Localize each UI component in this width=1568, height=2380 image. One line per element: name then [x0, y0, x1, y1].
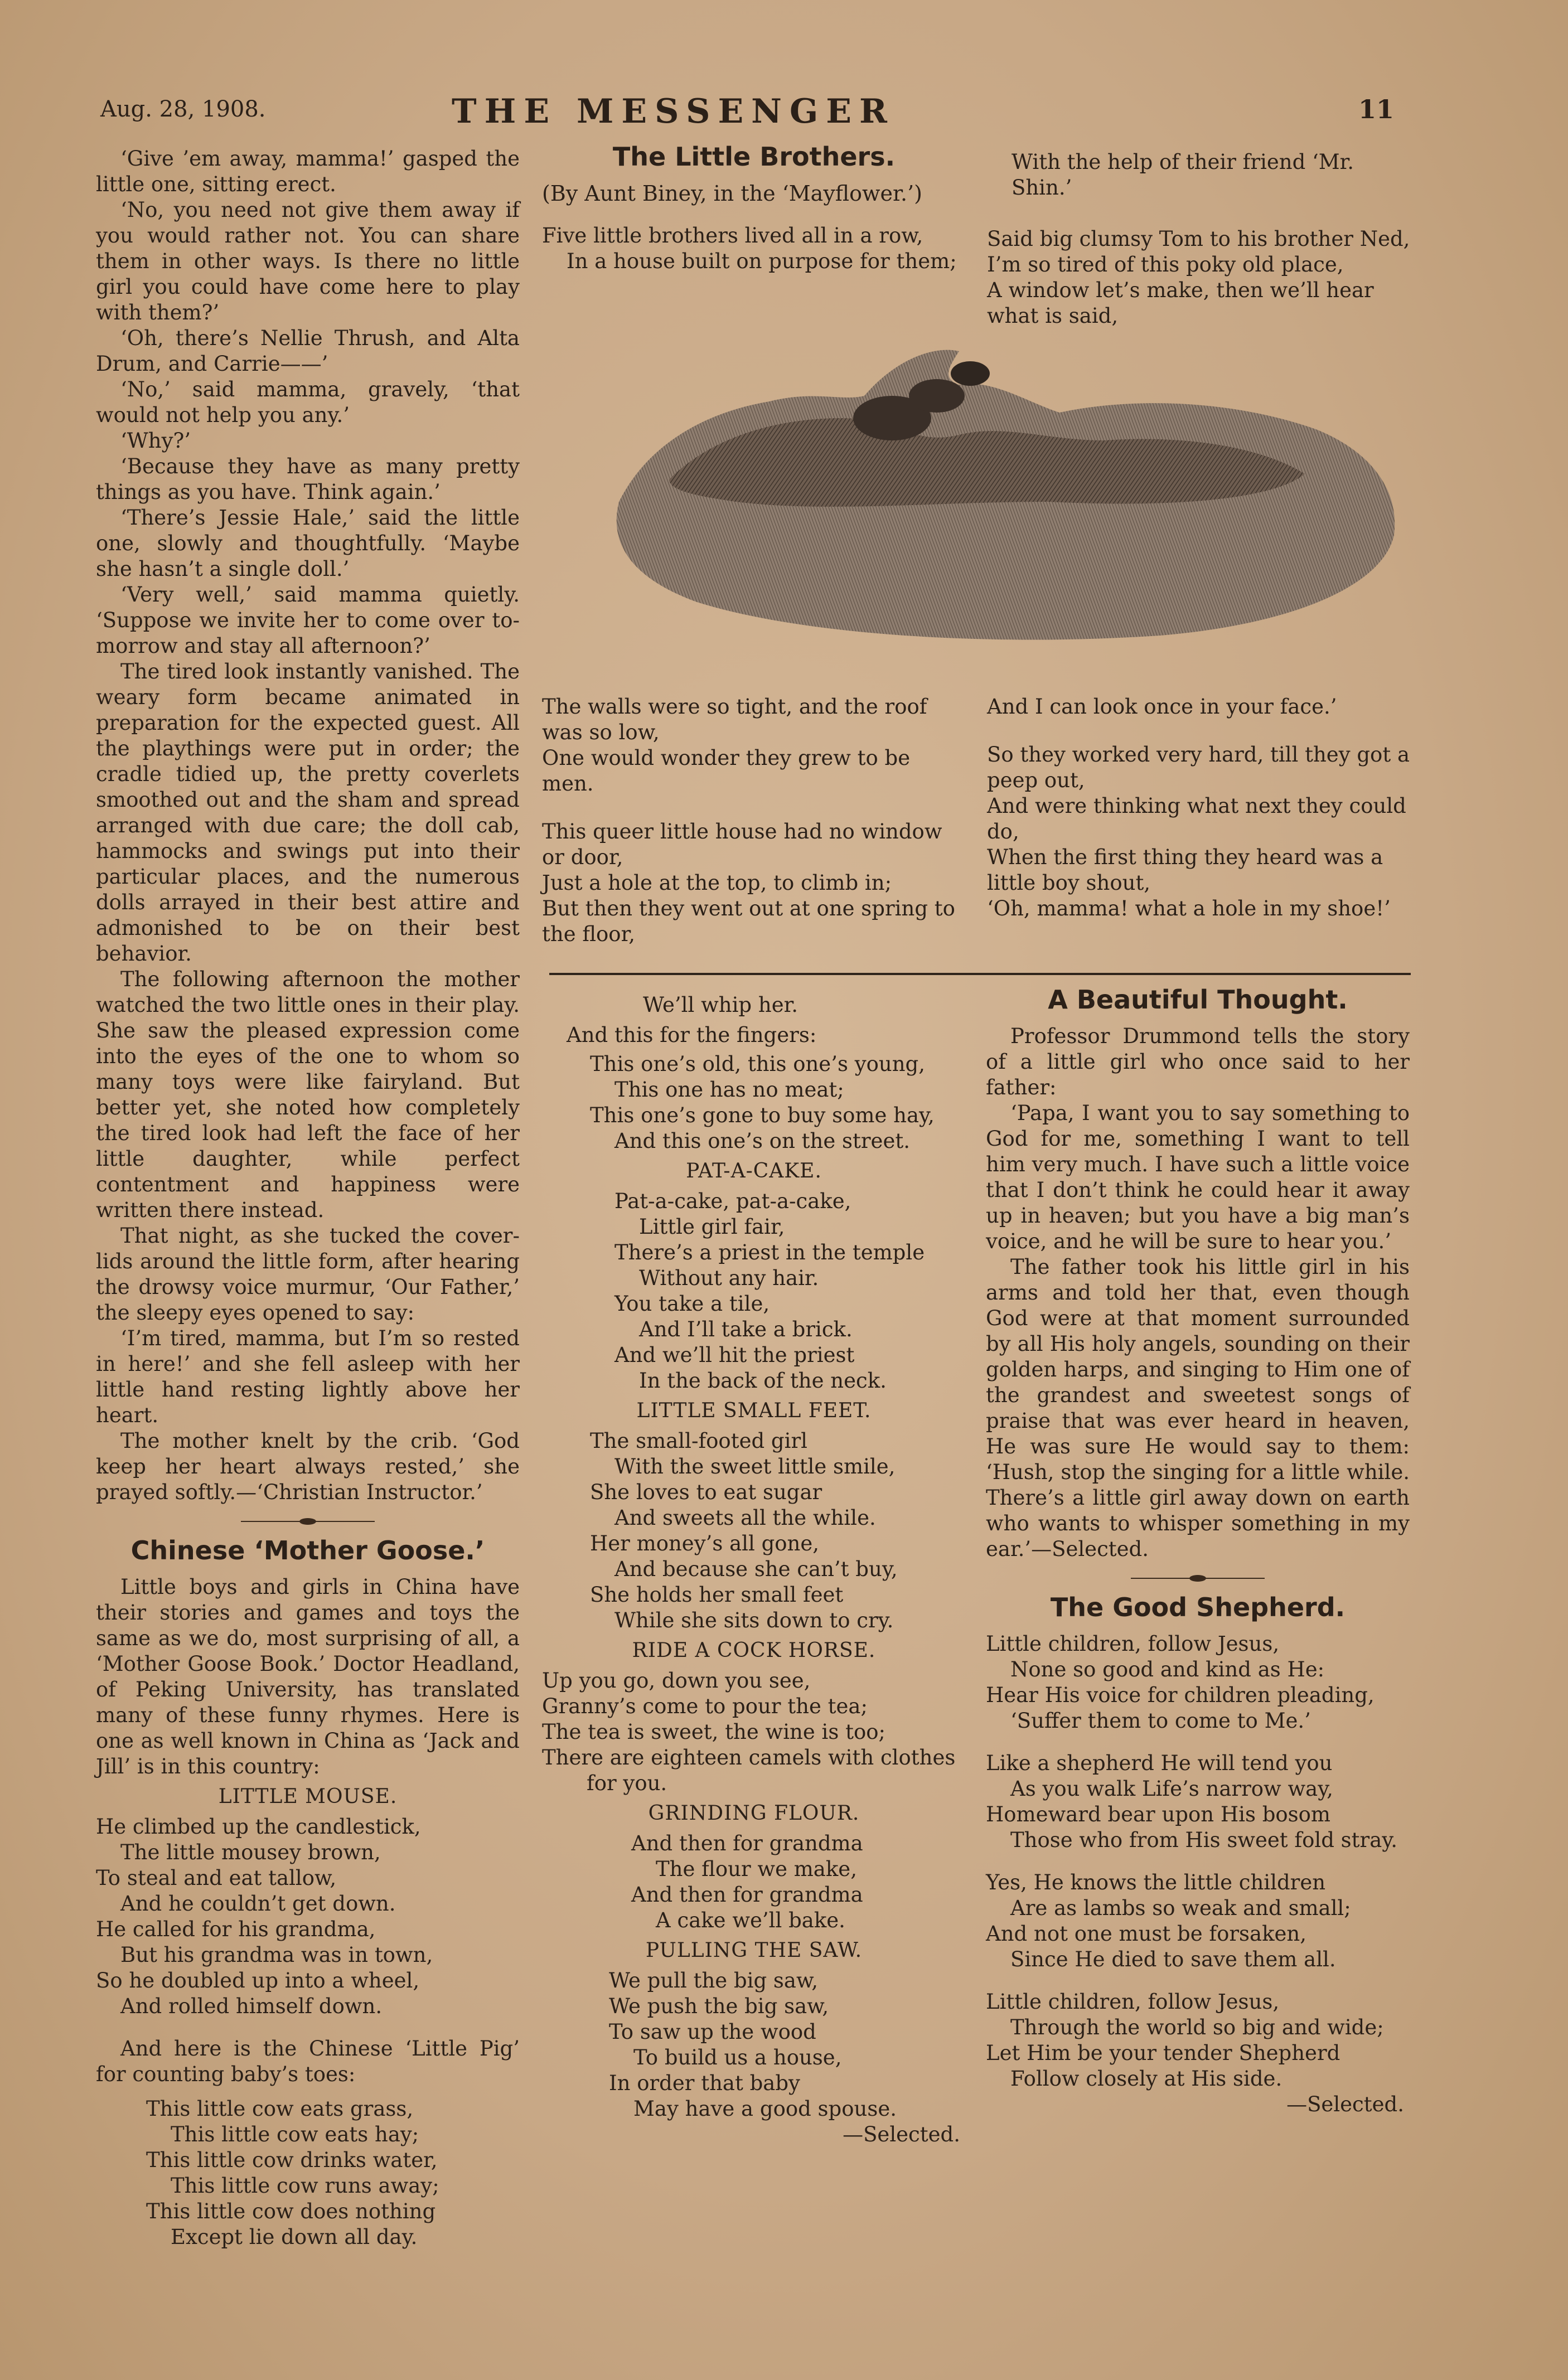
verse-line: Homeward bear upon His bosom: [986, 1802, 1331, 1826]
verse-line: Those who from His sweet fold stray.: [1010, 1828, 1398, 1852]
good-shepherd-title: The Good Shepherd.: [1050, 1592, 1346, 1622]
verse-line: The small-footed girl: [590, 1429, 807, 1453]
story-paragraph: ‘Oh, there’s Nellie Thrush, and Alta Drum, and Carrie——’: [96, 326, 520, 376]
verse-line: A window let’s make, then we’ll hear what is said,: [987, 278, 1374, 328]
verse-line: And because she can’t buy,: [614, 1557, 898, 1581]
verse-line: So they worked very hard, till they got a peep out,: [987, 743, 1410, 792]
small-feet-title: LITTLE SMALL FEET.: [636, 1399, 872, 1422]
verse-line: The flour we make,: [656, 1857, 857, 1881]
verse-line: Pat-a-cake, pat-a-cake,: [614, 1189, 851, 1213]
verse-line: This little cow runs away;: [171, 2174, 439, 2198]
thought-paragraph: ‘Papa, I want you to say something to God for me, something I want to tell him very much. I have such a little voice that I don’t think he could hear it away up in heaven; but you have a big man’s voice, and he will be sure to hear you.’: [986, 1101, 1410, 1253]
story-paragraph: That night, as she tucked the cover-lids around the little form, after hearing the drowsy voice murmur, ‘Our Father,’ the sleepy eyes opened to say:: [96, 1224, 520, 1325]
verse-line: Follow closely at His side.: [1010, 2067, 1283, 2091]
verse-line: Yes, He knows the little children: [986, 1870, 1326, 1894]
verse-line: But his grandma was in town,: [120, 1943, 433, 1967]
verse-line: We pull the big saw,: [609, 1969, 819, 1993]
verse-line: Let Him be your tender Shepherd: [986, 2041, 1340, 2065]
story-paragraph: ‘Give ’em away, mamma!’ gasped the little one, sitting erect.: [96, 147, 520, 196]
small-feet-verse: [542, 1428, 966, 1633]
verse-line: And were thinking what next they could do,: [987, 794, 1406, 844]
stanza-gap: [987, 201, 1411, 226]
shepherd-stanza: [986, 1989, 1410, 2092]
shepherd-stanza: [986, 1751, 1410, 1853]
thought-paragraph: The father took his little girl in his arms and told her that, even though God were at that moment surrounded by all His holy angels, sounding on their golden harps, and singing to Him one of the grandest and sweetest songs of praise that was ever heard in heaven, He was sure He would say to them: ‘Hush, stop the singing for a little while. There’s a little girl away down on earth who wants to whisper something in my ear.’—Selected.: [986, 1255, 1410, 1561]
verse-line: Little children, follow Jesus,: [986, 1632, 1280, 1656]
verse-line: Her money’s all gone,: [590, 1531, 820, 1555]
verse-line: There are eighteen camels with clothes for you.: [542, 1746, 956, 1795]
cock-horse-verse: [542, 1668, 966, 1796]
masthead-title: THE MESSENGER: [452, 92, 895, 131]
story-paragraph: ‘There’s Jessie Hale,’ said the little one, slowly and thoughtfully. ‘Maybe she hasn’t a single doll.’: [96, 506, 520, 581]
verse-line: When the first thing they heard was a little boy shout,: [987, 845, 1383, 895]
story-paragraph: ‘Very well,’ said mamma quietly. ‘Suppose we invite her to come over to-morrow and stay all afternoon?’: [96, 583, 520, 658]
verse-line: A cake we’ll bake.: [656, 1908, 845, 1932]
verse-line: One would wonder they grew to be men.: [542, 746, 911, 796]
selected-credit: —Selected.: [843, 2122, 960, 2146]
verse-line: And I can look once in your face.’: [987, 695, 1337, 719]
little-brothers-verse-b-bottom: [987, 694, 1411, 922]
verse-line: While she sits down to cry.: [614, 1608, 894, 1632]
section-divider: [241, 1520, 375, 1523]
verse-line: And then for grandma: [631, 1883, 863, 1907]
patacake-verse: [542, 1189, 966, 1394]
verse-line: Except lie down all day.: [171, 2225, 418, 2249]
shepherd-stanza: [986, 1870, 1410, 1972]
left-column: [96, 146, 520, 2250]
verse-line: There’s a priest in the temple: [614, 1240, 925, 1264]
right-column: [986, 987, 1410, 2117]
verse-line: He climbed up the candlestick,: [96, 1815, 421, 1839]
verse-line: Through the world so big and wide;: [1010, 2015, 1384, 2039]
verse-line: May have a good spouse.: [633, 2097, 897, 2121]
story-paragraph: The tired look instantly vanished. The weary form became animated in preparation for the expected guest. All the playthings were put in order; the cradle tidied up, the pretty coverlets smoothed out and the sham and spread arranged with due care; the doll cab, hammocks and swings put into their particular places, and the numerous dolls arrayed in their best attire and admonished to be on their best behavior.: [96, 660, 520, 966]
nest-illustration: [602, 335, 1416, 658]
story-paragraphs: [96, 146, 520, 1505]
story-paragraph: ‘Because they have as many pretty things as you have. Think again.’: [96, 454, 520, 504]
verse-line: This one’s gone to buy some hay,: [590, 1103, 935, 1127]
bird-shape: [909, 379, 965, 413]
verse-line: Hear His voice for children pleading,: [986, 1683, 1375, 1707]
verse-line: She holds her small feet: [590, 1583, 844, 1607]
verse-line: Granny’s come to pour the tea;: [542, 1694, 868, 1718]
verse-line: Without any hair.: [639, 1266, 819, 1290]
little-brothers-intro: [542, 144, 966, 274]
cock-horse-title: RIDE A COCK HORSE.: [632, 1639, 876, 1662]
pulling-saw-verse: [542, 1968, 966, 2122]
verse-line: The walls were so tight, and the roof was so low,: [542, 695, 927, 744]
chinese-intro: Little boys and girls in China have their stories and games and toys the same as we do, most surprising of all, a ‘Mother Goose Book.’ Doctor Headland, of Peking University, has translated many of these funny rhymes. Here is one as well known in China as ‘Jack and Jill’ is in this country:: [96, 1575, 520, 1778]
verse-line: This little cow eats grass,: [146, 2097, 414, 2121]
verse-line: In order that baby: [609, 2071, 800, 2095]
verse-line: Like a shepherd He will tend you: [986, 1751, 1333, 1775]
verse-line: The tea is sweet, the wine is too;: [542, 1720, 885, 1744]
horizontal-rule: [549, 973, 1411, 975]
story-paragraph: ‘Why?’: [120, 429, 191, 453]
verse-line: With the sweet little smile,: [614, 1455, 896, 1479]
verse-line: So he doubled up into a wheel,: [96, 1969, 420, 1993]
little-mouse-title: LITTLE MOUSE.: [218, 1785, 398, 1808]
verse-line: The little mousey brown,: [120, 1840, 381, 1864]
verse-line: And we’ll hit the priest: [614, 1343, 855, 1367]
bird-shape: [951, 361, 990, 386]
fingers-verse: [542, 1051, 966, 1154]
cow-verse: [96, 2096, 520, 2250]
verse-line: Five little brothers lived all in a row,: [542, 224, 923, 248]
verse-line: I’m so tired of this poky old place,: [987, 253, 1344, 277]
verse-line: None so good and kind as He:: [1010, 1657, 1325, 1681]
chinese-mother-goose-title: Chinese ‘Mother Goose.’: [130, 1535, 485, 1565]
pulling-saw-title: PULLING THE SAW.: [645, 1939, 863, 1962]
verse-line: This little cow drinks water,: [146, 2148, 438, 2172]
verse-line: And this one’s on the street.: [614, 1129, 910, 1153]
story-paragraph: ‘No,’ said mamma, gravely, ‘that would not help you any.’: [96, 377, 520, 427]
verse-line: As you walk Life’s narrow way,: [1010, 1777, 1333, 1801]
little-brothers-verse-a-bottom: [542, 694, 966, 947]
verse-line: To saw up the wood: [609, 2020, 816, 2044]
little-brothers-byline: (By Aunt Biney, in the ‘Mayflower.’): [542, 181, 922, 206]
verse-line: We push the big saw,: [609, 1994, 829, 2018]
grinding-flour-verse: [542, 1831, 966, 1933]
middle-column: [542, 992, 966, 2148]
verse-line: Little children, follow Jesus,: [986, 1990, 1280, 2014]
section-divider: [1131, 1577, 1265, 1580]
verse-line: In a house built on purpose for them;: [567, 249, 957, 273]
verse-line: And he couldn’t get down.: [120, 1892, 396, 1916]
verse-line: To steal and eat tallow,: [96, 1866, 337, 1890]
verse-line: With the help of their friend ‘Mr. Shin.’: [1012, 150, 1354, 200]
verse-line: To build us a house,: [633, 2045, 842, 2069]
page-header: [95, 92, 1394, 137]
verse-line: She loves to eat sugar: [590, 1480, 822, 1504]
shepherd-stanza: [986, 1631, 1410, 1734]
verse-line: He called for his grandma,: [96, 1917, 376, 1941]
verse-line: This one’s old, this one’s young,: [590, 1052, 925, 1076]
story-paragraph: The mother knelt by the crib. ‘God keep her heart always rested,’ she prayed softly.—‘Christian Instructor.’: [96, 1429, 520, 1504]
little-brothers-title: The Little Brothers.: [612, 142, 896, 172]
verse-line: Are as lambs so weak and small;: [1010, 1896, 1351, 1920]
little-pig-intro: And here is the Chinese ‘Little Pig’ for counting baby’s toes:: [96, 2037, 520, 2086]
whip-line: We’ll whip her.: [643, 993, 798, 1017]
beautiful-thought-title: A Beautiful Thought.: [1048, 985, 1348, 1015]
page-number: 11: [1358, 94, 1394, 124]
verse-line: But then they went out at one spring to the floor,: [542, 896, 955, 946]
story-paragraph: ‘No, you need not give them away if you would rather not. You can share them in other ways. Is there no little girl you could have come here to play with them?’: [96, 198, 520, 324]
stanza-gap: [987, 720, 1411, 742]
story-paragraph: The following afternoon the mother watched the two little ones in their play. She saw the pleased expression come into the eyes of the one to whom so many toys were like fairyland. But better yet, she noted how completely the tired look had left the face of her little daughter, while perfect contentment and happiness were written there instead.: [96, 967, 520, 1222]
verse-line: And rolled himself down.: [120, 1994, 383, 2018]
verse-line: And sweets all the while.: [614, 1506, 876, 1530]
verse-line: And not one must be forsaken,: [986, 1922, 1306, 1946]
little-brothers-verse-a-top: [542, 223, 966, 274]
verse-line: In the back of the neck.: [639, 1369, 887, 1393]
verse-line: This queer little house had no window or door,: [542, 820, 942, 869]
little-mouse-verse: [96, 1814, 520, 2019]
verse-line: Little girl fair,: [639, 1215, 785, 1239]
verse-line: This little cow does nothing: [146, 2199, 436, 2223]
verse-line: Said big clumsy Tom to his brother Ned,: [987, 227, 1410, 251]
issue-date: Aug. 28, 1908.: [100, 96, 266, 122]
stanza-gap: [542, 797, 966, 819]
verse-line: This one has no meat;: [614, 1078, 844, 1102]
grinding-flour-title: GRINDING FLOUR.: [648, 1802, 860, 1825]
thought-paragraph: Professor Drummond tells the story of a little girl who once said to her father:: [986, 1024, 1410, 1099]
nest-engraving-image: [602, 335, 1416, 658]
story-paragraph: ‘I’m tired, mamma, but I’m so rested in here!’ and she fell asleep with her little hand resting lightly above her heart.: [96, 1326, 520, 1427]
verse-line: And I’ll take a brick.: [639, 1317, 853, 1341]
selected-credit: —Selected.: [1286, 2092, 1404, 2116]
fingers-intro: And this for the fingers:: [567, 1023, 817, 1047]
verse-line: Up you go, down you see,: [542, 1669, 811, 1693]
verse-line: ‘Oh, mamma! what a hole in my shoe!’: [987, 896, 1391, 920]
verse-line: You take a tile,: [614, 1292, 770, 1316]
verse-line: Since He died to save them all.: [1010, 1947, 1336, 1971]
verse-line: Just a hole at the top, to climb in;: [542, 871, 892, 895]
verse-line: And then for grandma: [631, 1831, 863, 1855]
patacake-title: PAT-A-CAKE.: [686, 1160, 822, 1182]
verse-line: ‘Suffer them to come to Me.’: [1010, 1709, 1311, 1733]
little-brothers-verse-b-top: [987, 149, 1411, 329]
verse-line: This little cow eats hay;: [171, 2122, 419, 2146]
